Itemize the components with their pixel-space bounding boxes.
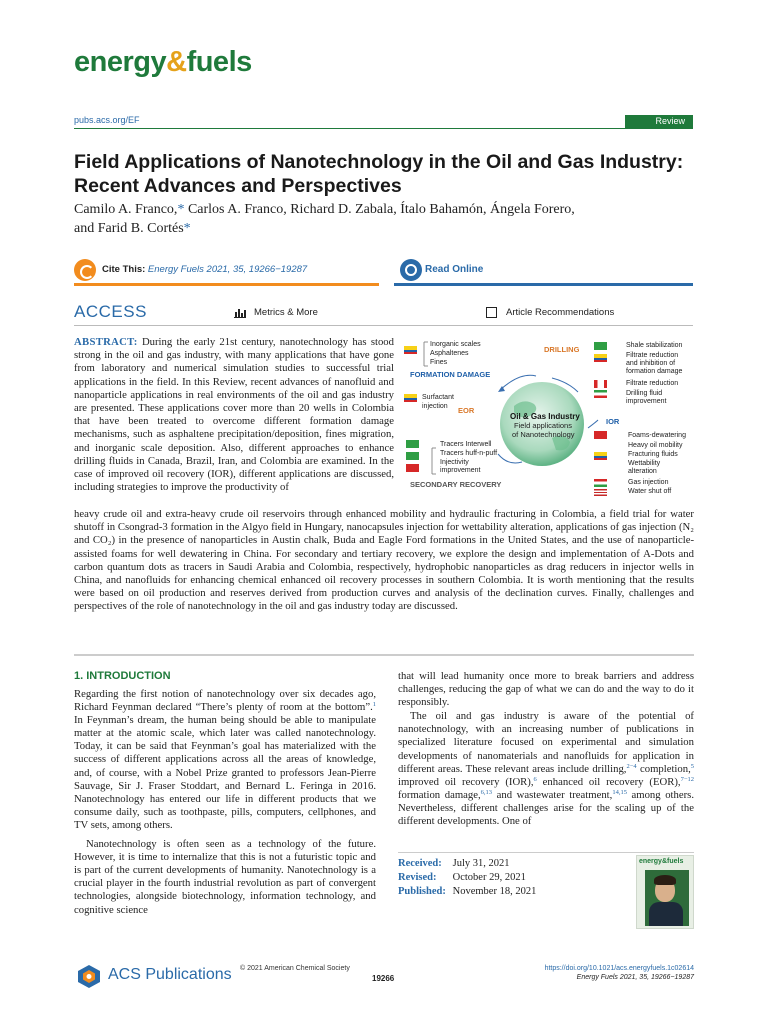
metrics-link[interactable]: Metrics & More: [254, 307, 318, 318]
right-column: [398, 670, 694, 828]
recommendations-link[interactable]: Article Recommendations: [506, 307, 615, 318]
cite-underline: [74, 283, 379, 286]
access-rule: [74, 325, 693, 326]
article-dates: [398, 857, 618, 899]
journal-logo-word1: energy: [74, 46, 167, 78]
received-label: Received:: [398, 858, 442, 869]
revised-label: Revised:: [398, 872, 437, 883]
revised-row: [398, 871, 618, 885]
toc-ior-item: Foams-dewatering: [628, 432, 686, 439]
toc-drilling-item: and inhibition of: [626, 360, 676, 367]
intro-p1-text-a: Regarding the first notion of nanotechnology over six decades ago, Richard Feynman declared “There’s plenty of room at the bottom”.: [74, 688, 376, 714]
cover-person-body: [649, 902, 683, 926]
published-label: Published:: [398, 886, 446, 897]
flag-china-icon: [406, 464, 419, 472]
dates-rule: [398, 852, 694, 853]
flag-colombia-icon: [404, 346, 417, 354]
abstract-text-upper: During the early 21st century, nanotechnology has stood strong in the oil and gas industry, with many applications that have gone from laboratory and numerical simulation studies to successful trial applications in the field. In this Review, recent advances of nanofluid and nanoparticle applications in real environments of the oil and gas industry are presented. These applications cover more than 20 wells in Colombia that have been treated to overcome different formation damage mechanisms, such as asphaltene precipitation/deposition, fines migration, and inorganic scale deposition. Also, different approaches to enhance drilling fluids in Canada, Brazil, Iran, and Colombia are examined. In the case of improved oil recovery (IOR), different applications are discussed, including strategies to improve the productivity of: [74, 336, 394, 494]
toc-ior-label: IOR: [606, 417, 620, 426]
toc-sr-item: improvement: [440, 467, 481, 474]
access-label[interactable]: ACCESS: [74, 302, 147, 321]
flag-china-icon: [594, 431, 607, 439]
journal-logo-amp: &: [166, 46, 187, 78]
abstract-label: ABSTRACT:: [74, 336, 138, 348]
intro-p4-text: among others. Nevertheless, different challenges arise for the scaling up of the different developments. One of: [398, 788, 694, 828]
toc-drilling-label: DRILLING: [544, 345, 580, 354]
toc-drilling-item: Filtrate reduction: [626, 352, 679, 359]
intro-paragraph-3: that will lead humanity once more to break barriers and address challenges, reducing the gap of what we can do and the way to do it responsibly.: [398, 670, 694, 709]
flag-colombia-icon: [404, 394, 417, 402]
recommendations-icon[interactable]: [486, 307, 497, 318]
published-row: [398, 885, 618, 899]
journal-url[interactable]: pubs.acs.org/EF: [74, 115, 140, 125]
toc-ior-item: Gas injection: [628, 479, 669, 486]
left-column: [74, 688, 376, 917]
flag-usa-icon: [594, 489, 607, 497]
toc-center-sub1: Field applications: [514, 421, 572, 430]
toc-sr-item: Injectivity: [440, 459, 469, 466]
toc-fd-item: Fines: [430, 359, 448, 366]
toc-ior-item: Fracturing fluids: [628, 451, 678, 458]
flag-saudi-icon: [406, 440, 419, 448]
reference-link[interactable]: 6: [533, 775, 537, 783]
toc-drilling-item: Shale stabilization: [626, 342, 683, 349]
footer-citation: Energy Fuels 2021, 35, 19266−19287: [576, 974, 694, 981]
access-bar: [74, 302, 693, 324]
acs-publications-logo[interactable]: [74, 963, 264, 989]
intro-p4-text: completion,: [636, 762, 691, 775]
read-online-link[interactable]: Read Online: [425, 264, 484, 275]
corresponding-author-marker[interactable]: *: [183, 221, 191, 236]
intro-p4-text: enhanced oil recovery (EOR),: [536, 775, 681, 788]
intro-p4-text: improved oil recovery (IOR),: [398, 775, 534, 788]
received-date: July 31, 2021: [452, 858, 510, 869]
section-heading-introduction: 1. INTRODUCTION: [74, 670, 171, 682]
quote-icon[interactable]: [74, 259, 96, 281]
flag-brazil-icon: [594, 342, 607, 350]
toc-sr-item: Tracers Interwell: [440, 441, 492, 448]
abstract-rule: [74, 654, 694, 656]
toc-drilling-item: Filtrate reduction: [626, 380, 679, 387]
header-bar: [74, 115, 693, 129]
journal-cover-thumbnail[interactable]: [636, 855, 694, 929]
flag-canada-icon: [594, 380, 607, 388]
author-text-1: Camilo A. Franco,: [74, 202, 178, 217]
cover-person-hair: [654, 875, 676, 885]
toc-eor-item: injection: [422, 403, 448, 410]
cite-label: Cite This:: [102, 264, 146, 275]
flag-iran-icon: [594, 390, 607, 398]
flag-hungary-icon: [594, 479, 607, 487]
toc-eor-item: Surfactant: [422, 394, 454, 401]
corresponding-author-marker[interactable]: *: [177, 202, 185, 217]
intro-p4-text: and wastewater treatment,: [492, 788, 613, 801]
toc-secondary-recovery-label: SECONDARY RECOVERY: [410, 480, 502, 489]
article-type-badge: Review: [625, 115, 693, 128]
toc-sr-item: Tracers huff-n-puff: [440, 450, 498, 457]
intro-paragraph-4: [398, 710, 694, 828]
toc-ior-item: Water shut off: [628, 488, 672, 495]
toc-drilling-item: improvement: [626, 398, 667, 405]
page-number: 19266: [372, 974, 395, 983]
toc-ior-item: Wettability: [628, 460, 661, 467]
toc-center-title: Oil & Gas Industry: [510, 412, 580, 421]
received-row: [398, 857, 618, 871]
copyright-notice: © 2021 American Chemical Society: [240, 965, 350, 972]
bar-chart-icon[interactable]: [234, 308, 246, 318]
reference-link[interactable]: 5: [690, 762, 694, 770]
flag-colombia-icon: [594, 354, 607, 362]
intro-p4-text: The oil and gas industry is aware of the potential of nanotechnology, with an increasing number of publications in specialized literature focused on experimental and simulation developments of nanomaterials and nanofluids for application in different areas. These relevant areas include drilling,: [398, 710, 694, 775]
flag-colombia-icon: [594, 452, 607, 460]
article-title: Field Applications of Nanotechnology in the Oil and Gas Industry: Recent Advances and Perspectives: [74, 151, 684, 197]
journal-logo-word2: fuels: [186, 46, 252, 78]
intro-p4-text: formation damage,: [398, 788, 481, 801]
flag-saudi-icon: [406, 452, 419, 460]
globe-icon[interactable]: [400, 259, 422, 281]
doi-link[interactable]: https://doi.org/10.1021/acs.energyfuels.1c02614: [544, 965, 694, 972]
citation-text: Energy Fuels 2021, 35, 19266−19287: [147, 264, 308, 275]
author-text-3: and Farid B. Cortés: [74, 221, 184, 236]
intro-p1-text-b: In Feynman’s dream, the human being should be able to manipulate matter at the atomic scale, which later was called nanotechnology. Today, it can be said that Feynman’s goal has materialized with the success of different applications across all the areas of knowledge, and, of course, with a Nobel Prize granted to professors Jean-Pierre Sauvage, Sir J. Fraser Stoddart, and Bernard L. Feringa in 2016. Nanotechnology has entered our life in different products that we consume daily, such as toothpaste, pills, computers, cellphones, and TV sets, among others.: [74, 714, 376, 831]
toc-fd-item: Asphaltenes: [430, 350, 469, 357]
toc-drilling-item: formation damage: [626, 368, 683, 375]
reference-link[interactable]: 14,15: [612, 788, 627, 796]
cover-title: energy&fuels: [639, 858, 684, 865]
abstract-upper: [74, 336, 394, 494]
reference-link[interactable]: 7−12: [680, 775, 694, 783]
abstract-lower: heavy crude oil and extra-heavy crude oil reservoirs through enhanced mobility and hydraulic fracturing in Colombia, a field trial for water shutoff in Csongrad-3 formation in the Algyo field in Hungary, nanocapsules injection for wettability alteration, applications of gas injection (N₂ and CO₂) in the presence of nanoparticles in Austin chalk, Buda and Eagle Ford formations in the United States, and the use of nanoparticle-assisted foams for well dewatering in China. For secondary and tertiary recovery, we explore the design and implementation of A-Dots and carbon quantum dots as tracers in Saudi Arabia and Colombia, respectively, hydrophobic nanoparticles as drag reducers in injector wells in China, and nanofluids for enhancing chemical enhanced oil recovery processes in southern Colombia. It is worth mentioning that the results were based on oil production and reserves derived from production curves and analysis of the declination curves. Finally, challenges and perspectives of the role of nanotechnology in the oil and gas industry today are discussed.: [74, 508, 694, 613]
toc-drilling-item: Drilling fluid: [626, 390, 663, 397]
author-text-2: Carlos A. Franco, Richard D. Zabala, Ítalo Bahamón, Ángela Forero,: [184, 202, 575, 217]
publisher-name: ACS Publications: [108, 966, 232, 983]
toc-formation-damage-label: FORMATION DAMAGE: [410, 370, 491, 379]
published-date: November 18, 2021: [452, 886, 537, 897]
revised-date: October 29, 2021: [452, 872, 526, 883]
author-list: [74, 200, 634, 238]
cite-this[interactable]: [102, 264, 307, 275]
intro-paragraph-1: [74, 688, 376, 832]
intro-paragraph-2: Nanotechnology is often seen as a technology of the future. However, it is time to internalize that this is not a futuristic topic and is part of the current developments of humanity. Nanotechnology is a crucial player in the fourth industrial revolution as part of convergent technologies, alongside biotechnology, information technology, and cognitive science: [74, 838, 376, 916]
header-rule: [74, 128, 693, 129]
reference-link[interactable]: 1: [372, 701, 376, 709]
read-underline: [394, 283, 693, 286]
toc-ior-item: Heavy oil mobility: [628, 442, 683, 449]
toc-eor-label: EOR: [458, 406, 475, 415]
acs-hexagon-icon: [74, 963, 104, 989]
toc-ior-item: alteration: [628, 468, 657, 475]
reference-link[interactable]: 6,13: [480, 788, 493, 796]
toc-fd-item: Inorganic scales: [430, 341, 481, 348]
journal-logo: [74, 46, 252, 79]
reference-link[interactable]: 2−4: [626, 762, 637, 770]
cite-bar: [74, 258, 693, 284]
toc-graphic: [402, 334, 694, 504]
toc-center-sub2: of Nanotechnology: [512, 430, 575, 439]
